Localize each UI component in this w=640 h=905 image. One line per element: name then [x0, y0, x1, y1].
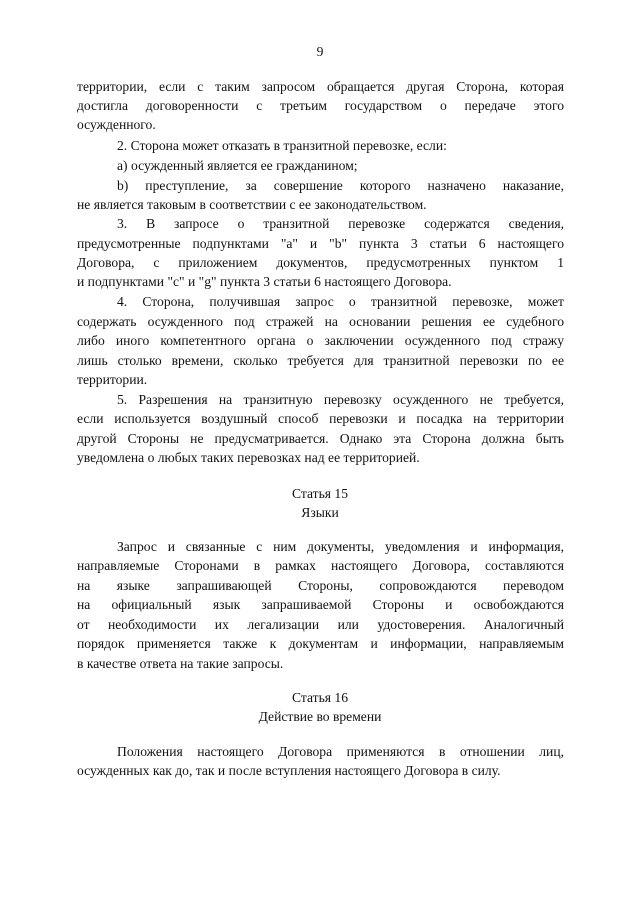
- paragraph-line: осужденного.: [77, 117, 156, 132]
- paragraph-line: 2. Сторона может отказать в транзитной перевозке, если:: [117, 138, 447, 153]
- paragraph-line: b) преступление, за совершение которого назначено наказание,: [117, 178, 564, 193]
- paragraph-line: Запрос и связанные с ним документы, уведомления и информация,: [117, 539, 564, 554]
- paragraph-line: уведомлена о любых таких перевозках над ее территорией.: [77, 450, 420, 465]
- paragraph-line: содержать осужденного под стражей на основании решения ее судебного: [77, 314, 564, 329]
- article-heading: Статья 15: [291, 486, 349, 501]
- paragraph-line: Договора, с приложением документов, предусмотренных пунктом 1: [77, 255, 564, 270]
- paragraph-line: а) осужденный является ее гражданином;: [117, 158, 358, 173]
- article-title: Языки: [301, 505, 339, 520]
- paragraph-line: на официальный язык запрашиваемой Стороны и освобождаются: [77, 597, 564, 612]
- paragraph-line: 4. Сторона, получившая запрос о транзитной перевозке, может: [117, 294, 564, 309]
- paragraph-line: предусмотренные подпунктами "а" и "b" пункта 3 статьи 6 настоящего: [77, 236, 564, 251]
- paragraph-line: Положения настоящего Договора применяются в отношении лиц,: [117, 744, 564, 759]
- paragraph-line: осужденных как до, так и после вступления настоящего Договора в силу.: [77, 763, 501, 778]
- paragraph-line: на языке запрашивающей Стороны, сопровождаются переводом: [77, 578, 564, 593]
- paragraph-line: 5. Разрешения на транзитную перевозку осужденного не требуется,: [117, 392, 564, 407]
- paragraph-line: территории, если с таким запросом обращается другая Сторона, которая: [77, 79, 564, 94]
- paragraph-line: другой Стороны не предусматривается. Однако эта Сторона должна быть: [77, 431, 564, 446]
- paragraph-line: и подпунктами "с" и "g" пункта 3 статьи 6 настоящего Договора.: [77, 274, 452, 289]
- paragraph-line: 3. В запросе о транзитной перевозке содержатся сведения,: [117, 216, 564, 231]
- article-heading: Статья 16: [291, 690, 349, 705]
- paragraph-line: от необходимости их легализации или удостоверения. Аналогичный: [77, 617, 564, 632]
- paragraph-line: лишь столько времени, сколько требуется для транзитной перевозки по ее: [77, 353, 564, 368]
- paragraph-line: либо иного компетентного органа о заключении осужденного под стражу: [77, 333, 564, 348]
- paragraph-line: достигла договоренности с третьим государством о передаче этого: [77, 98, 564, 113]
- page-number: 9: [316, 44, 324, 59]
- paragraph-line: не является таковым в соответствии с ее законодательством.: [77, 197, 427, 212]
- paragraph-line: в качестве ответа на такие запросы.: [77, 656, 284, 671]
- paragraph-line: если используется воздушный способ перевозки и посадка на территории: [77, 411, 564, 426]
- paragraph-line: направляемые Сторонами в рамках настоящего Договора, составляются: [77, 558, 564, 573]
- paragraph-line: порядок применяется также к документам и информации, направляемым: [77, 636, 564, 651]
- article-title: Действие во времени: [258, 709, 382, 724]
- paragraph-line: территории.: [77, 372, 148, 387]
